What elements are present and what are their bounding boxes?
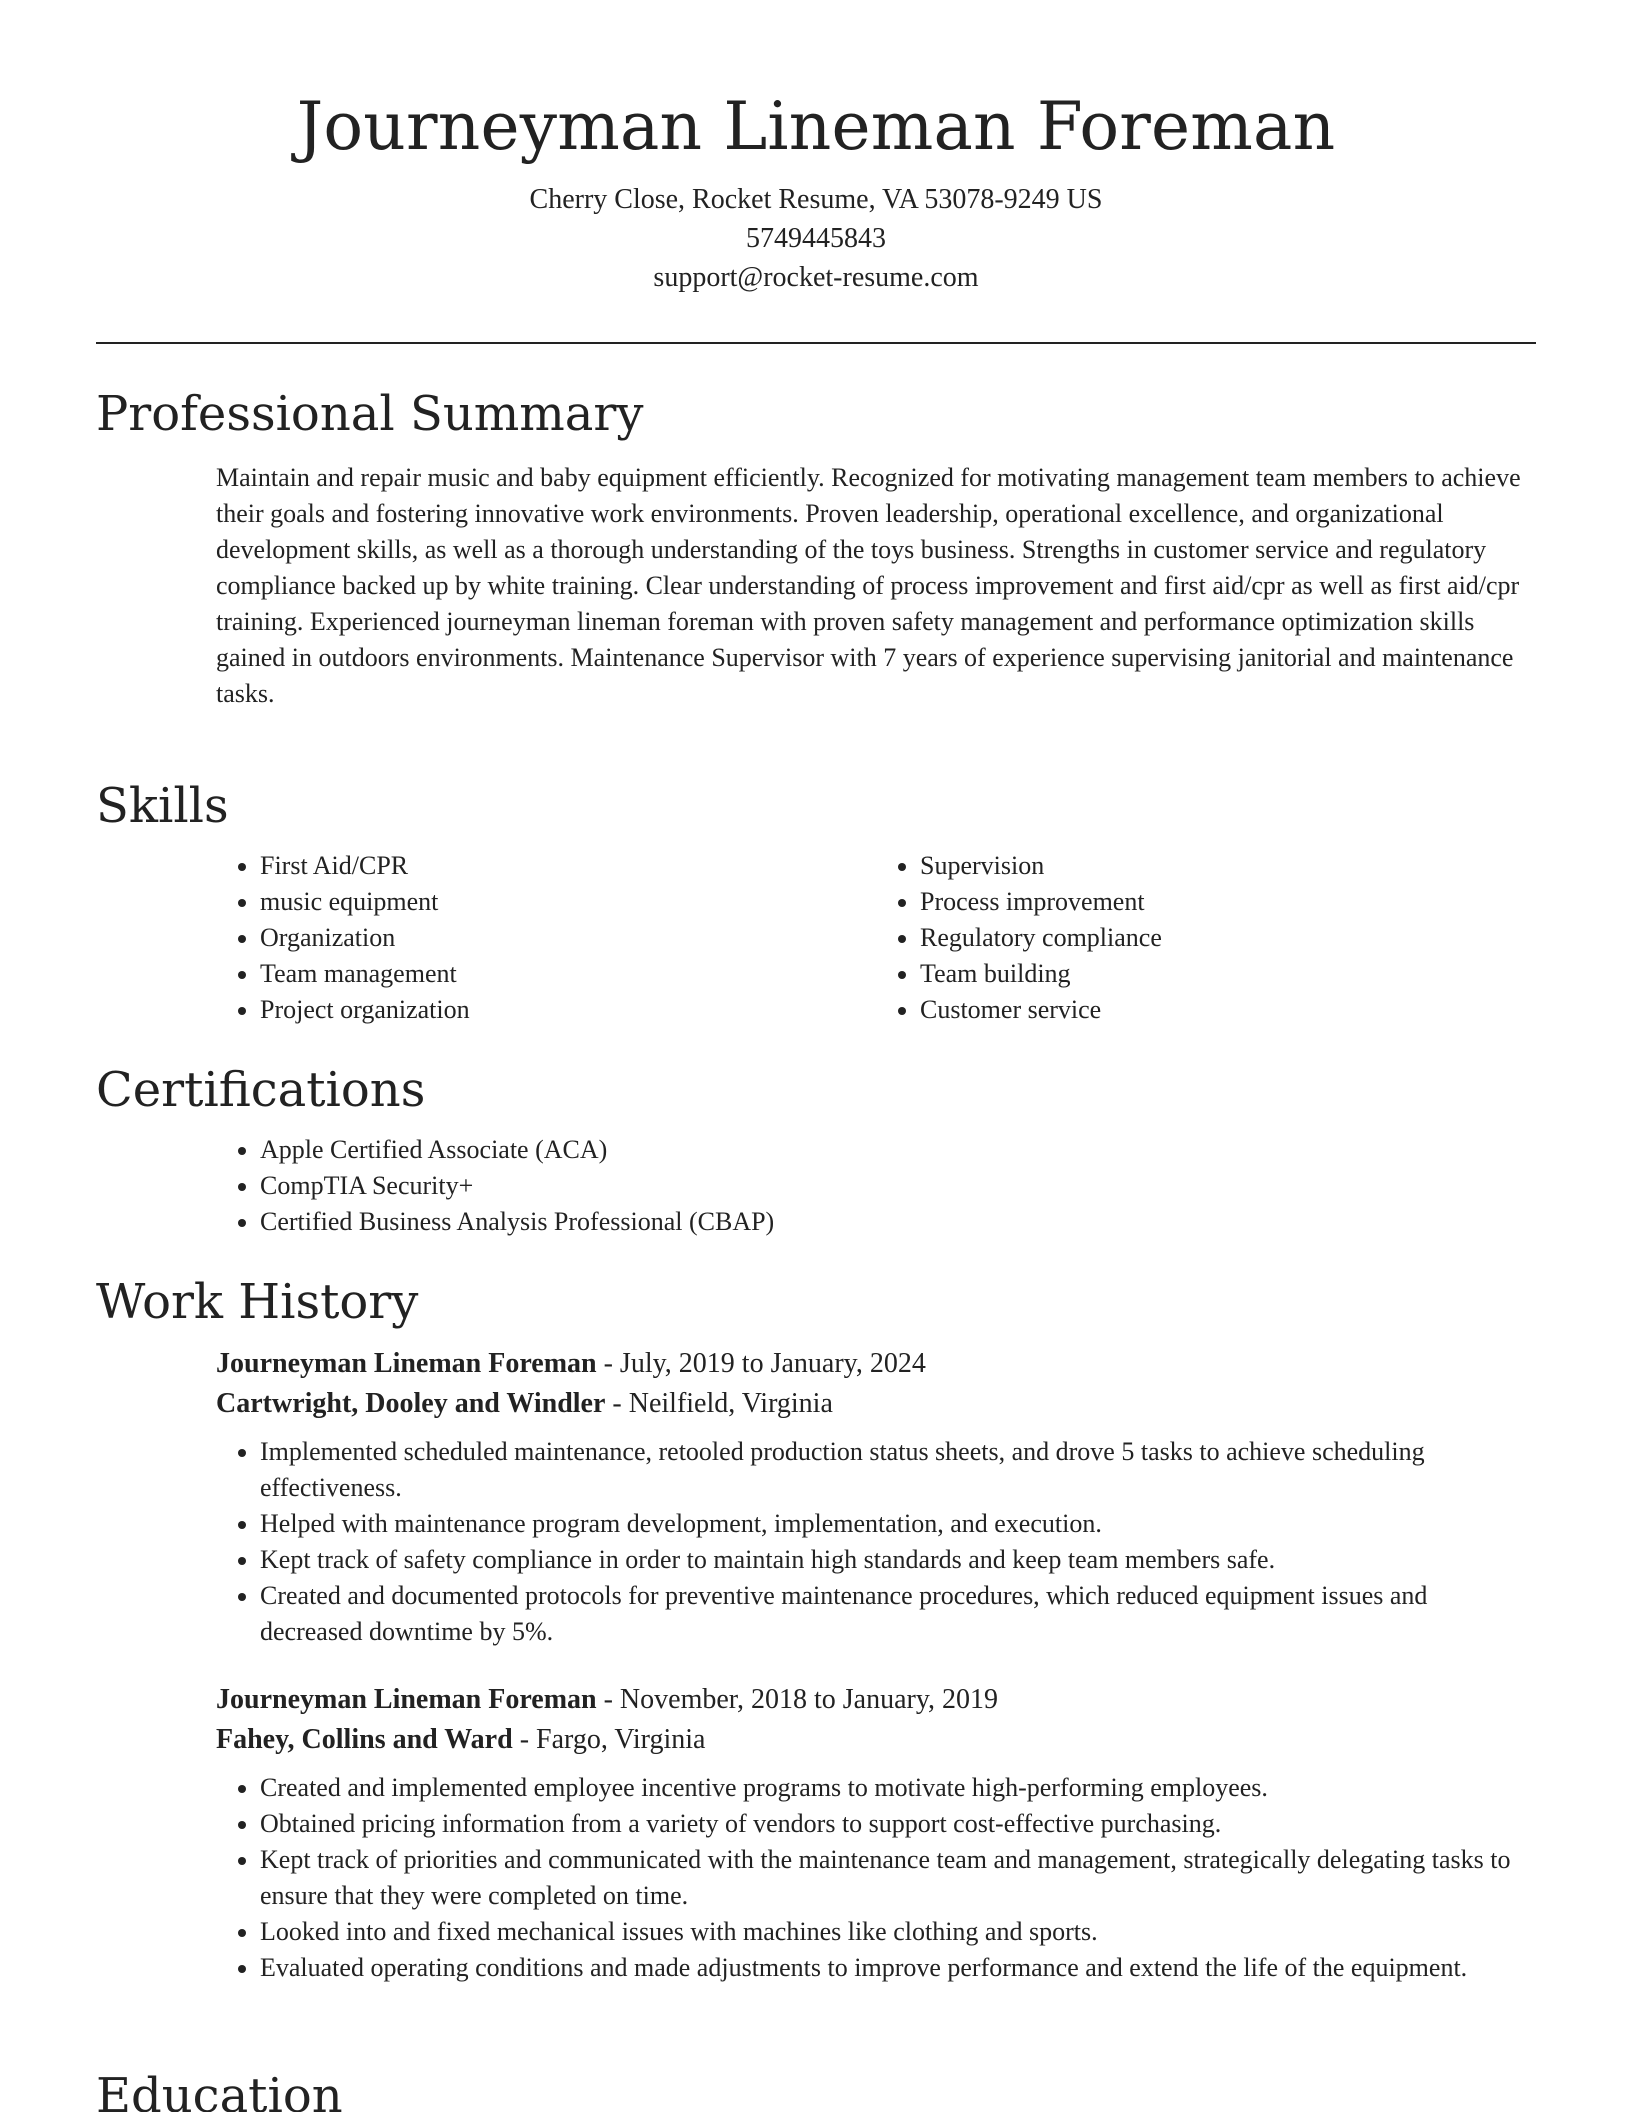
- list-item: • Created and implemented employee incentive programs to motivate high-performing employees.: [260, 1770, 1536, 1806]
- certifications-title: Certifications: [96, 1062, 426, 1118]
- job-company-line: [216, 1384, 1536, 1424]
- education-title: Education: [96, 2068, 343, 2112]
- work-history-section: [96, 1272, 1536, 1986]
- summary-text: Maintain and repair music and baby equipment efficiently. Recognized for motivating management team members to achieve their goals and fostering innovative work environments. Proven leadership, operational excellence, and organizational development skills, as well as a thorough understanding of the toys business. Strengths in customer service and regulatory compliance backed up by white training. Clear understanding of process improvement and first aid/cpr as well as first aid/cpr training. Experienced journeyman lineman foreman with proven safety management and performance optimization skills gained in outdoors environments. Maintenance Supervisor with 7 years of experience supervising janitorial and maintenance tasks.: [216, 463, 1521, 708]
- summary-title: Professional Summary: [96, 386, 644, 442]
- certifications-list: [216, 1132, 1536, 1240]
- list-item: • Evaluated operating conditions and made adjustments to improve performance and extend the life of the equipment.: [260, 1950, 1536, 1986]
- list-item: • Implemented scheduled maintenance, retooled production status sheets, and drove 5 tasks to achieve scheduling effectiveness.: [260, 1434, 1536, 1506]
- candidate-name: Journeyman Lineman Foreman: [296, 88, 1336, 165]
- job-bullets: [216, 1434, 1536, 1650]
- skills-list-left: [216, 848, 876, 1028]
- list-item: • Kept track of safety compliance in order to maintain high standards and keep team members safe.: [260, 1542, 1536, 1578]
- job-title-line: [216, 1344, 1536, 1384]
- education-section: [96, 2066, 1536, 2112]
- contact-address: Cherry Close, Rocket Resume, VA 53078-9249 US: [529, 184, 1103, 215]
- list-item: • Process improvement: [920, 884, 1536, 920]
- job-title: Journeyman Lineman Foreman: [216, 1684, 597, 1715]
- job-company: Fahey, Collins and Ward: [216, 1724, 513, 1755]
- skills-title: Skills: [96, 778, 229, 834]
- certifications-section: [96, 1060, 1536, 1240]
- contact-phone: 5749445843: [746, 223, 886, 254]
- job-dates: - July, 2019 to January, 2024: [596, 1348, 926, 1379]
- list-item: • Kept track of priorities and communicated with the maintenance team and management, strategically delegating tasks to ensure that they were completed on time.: [260, 1842, 1536, 1914]
- skills-section: [96, 776, 1536, 1028]
- job-dates: - November, 2018 to January, 2019: [596, 1684, 999, 1715]
- summary-section: [96, 384, 1536, 712]
- job-title: Journeyman Lineman Foreman: [216, 1348, 597, 1379]
- list-item: • Supervision: [920, 848, 1536, 884]
- job-location: - Neilfield, Virginia: [605, 1388, 833, 1419]
- list-item: • Team management: [260, 956, 876, 992]
- skills-list-right: [876, 848, 1536, 1028]
- work-history-title: Work History: [96, 1274, 419, 1330]
- list-item: • Customer service: [920, 992, 1536, 1028]
- list-item: • Helped with maintenance program development, implementation, and execution.: [260, 1506, 1536, 1542]
- list-item: • Apple Certified Associate (ACA): [260, 1132, 1536, 1168]
- list-item: • Looked into and fixed mechanical issues with machines like clothing and sports.: [260, 1914, 1536, 1950]
- list-item: • CompTIA Security+: [260, 1168, 1536, 1204]
- list-item: • First Aid/CPR: [260, 848, 876, 884]
- job-title-line: [216, 1680, 1536, 1720]
- list-item: • Regulatory compliance: [920, 920, 1536, 956]
- contact-email: support@rocket-resume.com: [653, 262, 979, 293]
- resume-header: [0, 0, 1632, 297]
- job-company-line: [216, 1720, 1536, 1760]
- list-item: • music equipment: [260, 884, 876, 920]
- list-item: • Obtained pricing information from a variety of vendors to support cost-effective purchasing.: [260, 1806, 1536, 1842]
- list-item: • Project organization: [260, 992, 876, 1028]
- list-item: • Created and documented protocols for preventive maintenance procedures, which reduced equipment issues and decreased downtime by 5%.: [260, 1578, 1536, 1650]
- job-entry: [216, 1344, 1536, 1650]
- contact-info: [0, 180, 1632, 297]
- job-bullets: [216, 1770, 1536, 1986]
- job-company: Cartwright, Dooley and Windler: [216, 1388, 606, 1419]
- job-entry: [216, 1680, 1536, 1986]
- job-location: - Fargo, Virginia: [512, 1724, 706, 1755]
- list-item: • Organization: [260, 920, 876, 956]
- list-item: • Certified Business Analysis Professional (CBAP): [260, 1204, 1536, 1240]
- header-divider: [96, 342, 1536, 344]
- list-item: • Team building: [920, 956, 1536, 992]
